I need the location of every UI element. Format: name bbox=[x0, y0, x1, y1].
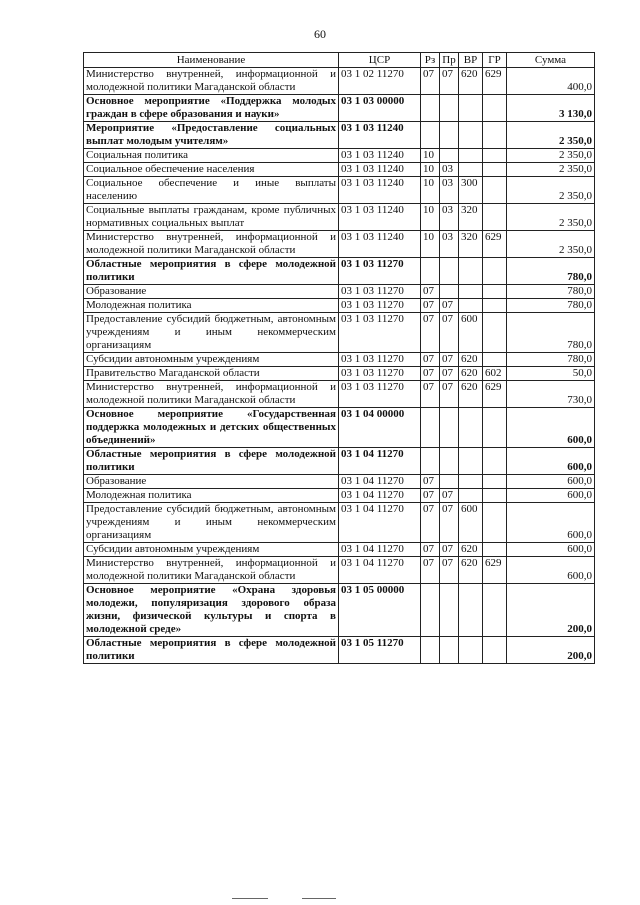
cell-rz: 07 bbox=[421, 381, 440, 408]
cell-sum: 780,0 bbox=[507, 353, 595, 367]
cell-name: Министерство внутренней, информационной и молодежной политики Магаданской области bbox=[84, 381, 339, 408]
cell-vr: 620 bbox=[459, 367, 483, 381]
table-row bbox=[84, 313, 595, 353]
table-row bbox=[84, 122, 595, 149]
cell-gr bbox=[483, 584, 507, 637]
cell-rz: 07 bbox=[421, 489, 440, 503]
cell-sum: 600,0 bbox=[507, 557, 595, 584]
cell-name: Субсидии автономным учреждениям bbox=[84, 353, 339, 367]
table-row bbox=[84, 584, 595, 637]
cell-pr: 07 bbox=[440, 299, 459, 313]
cell-sum: 600,0 bbox=[507, 475, 595, 489]
table-row bbox=[84, 448, 595, 475]
cell-gr bbox=[483, 543, 507, 557]
cell-rz bbox=[421, 448, 440, 475]
cell-gr bbox=[483, 285, 507, 299]
cell-sum: 600,0 bbox=[507, 448, 595, 475]
table-row bbox=[84, 475, 595, 489]
table-row bbox=[84, 408, 595, 448]
cell-rz: 07 bbox=[421, 543, 440, 557]
cell-pr: 03 bbox=[440, 163, 459, 177]
cell-gr bbox=[483, 503, 507, 543]
cell-name: Социальное обеспечение населения bbox=[84, 163, 339, 177]
cell-rz: 10 bbox=[421, 177, 440, 204]
cell-vr bbox=[459, 149, 483, 163]
cell-vr bbox=[459, 475, 483, 489]
cell-pr bbox=[440, 448, 459, 475]
cell-sum: 600,0 bbox=[507, 408, 595, 448]
cell-vr: 620 bbox=[459, 381, 483, 408]
cell-name: Социальное обеспечение и иные выплаты населению bbox=[84, 177, 339, 204]
page-number: 60 bbox=[314, 27, 326, 41]
cell-sum: 600,0 bbox=[507, 503, 595, 543]
cell-vr bbox=[459, 95, 483, 122]
cell-rz: 07 bbox=[421, 367, 440, 381]
cell-csr: 03 1 03 11270 bbox=[339, 299, 421, 313]
cell-pr: 03 bbox=[440, 177, 459, 204]
cell-csr: 03 1 04 00000 bbox=[339, 408, 421, 448]
table-header-row bbox=[84, 53, 595, 68]
table-row bbox=[84, 299, 595, 313]
cell-gr bbox=[483, 408, 507, 448]
header-sum: Сумма bbox=[507, 53, 595, 68]
cell-csr: 03 1 03 11270 bbox=[339, 353, 421, 367]
cell-pr bbox=[440, 258, 459, 285]
table-body bbox=[84, 68, 595, 664]
cell-pr: 03 bbox=[440, 204, 459, 231]
cell-vr bbox=[459, 258, 483, 285]
cell-name: Социальная политика bbox=[84, 149, 339, 163]
cell-pr: 03 bbox=[440, 231, 459, 258]
table-row bbox=[84, 177, 595, 204]
cell-name: Основное мероприятие «Поддержка молодых граждан в сфере образования и науки» bbox=[84, 95, 339, 122]
cell-rz: 10 bbox=[421, 149, 440, 163]
cell-gr bbox=[483, 489, 507, 503]
cell-csr: 03 1 04 11270 bbox=[339, 557, 421, 584]
cell-pr bbox=[440, 637, 459, 664]
cell-vr: 320 bbox=[459, 231, 483, 258]
cell-pr bbox=[440, 122, 459, 149]
cell-sum: 2 350,0 bbox=[507, 177, 595, 204]
cell-rz: 07 bbox=[421, 557, 440, 584]
cell-pr bbox=[440, 149, 459, 163]
cell-name: Областные мероприятия в сфере молодежной политики bbox=[84, 448, 339, 475]
cell-name: Министерство внутренней, информационной и молодежной политики Магаданской области bbox=[84, 231, 339, 258]
cell-gr bbox=[483, 95, 507, 122]
cell-gr bbox=[483, 258, 507, 285]
cell-gr bbox=[483, 177, 507, 204]
cell-sum: 2 350,0 bbox=[507, 122, 595, 149]
cell-csr: 03 1 03 11240 bbox=[339, 149, 421, 163]
cell-vr bbox=[459, 163, 483, 177]
cell-sum: 780,0 bbox=[507, 313, 595, 353]
table-row bbox=[84, 637, 595, 664]
cell-sum: 2 350,0 bbox=[507, 204, 595, 231]
cell-pr: 07 bbox=[440, 503, 459, 543]
cell-vr: 620 bbox=[459, 557, 483, 584]
cell-sum: 730,0 bbox=[507, 381, 595, 408]
table-row bbox=[84, 204, 595, 231]
cell-csr: 03 1 03 11270 bbox=[339, 381, 421, 408]
cell-csr: 03 1 04 11270 bbox=[339, 475, 421, 489]
footer-rule-right bbox=[302, 898, 336, 899]
cell-pr: 07 bbox=[440, 489, 459, 503]
cell-csr: 03 1 04 11270 bbox=[339, 448, 421, 475]
header-rz: Рз bbox=[421, 53, 440, 68]
cell-sum: 200,0 bbox=[507, 584, 595, 637]
cell-vr bbox=[459, 584, 483, 637]
cell-rz bbox=[421, 637, 440, 664]
cell-gr: 629 bbox=[483, 381, 507, 408]
cell-gr bbox=[483, 313, 507, 353]
cell-name: Предоставление субсидий бюджетным, автономным учреждениям и иным некоммерческим организациям bbox=[84, 503, 339, 543]
cell-gr bbox=[483, 448, 507, 475]
header-csr: ЦСР bbox=[339, 53, 421, 68]
cell-rz: 10 bbox=[421, 163, 440, 177]
cell-vr bbox=[459, 408, 483, 448]
cell-csr: 03 1 03 11240 bbox=[339, 122, 421, 149]
header-name: Наименование bbox=[84, 53, 339, 68]
cell-gr bbox=[483, 637, 507, 664]
cell-sum: 780,0 bbox=[507, 285, 595, 299]
cell-pr bbox=[440, 95, 459, 122]
footer-rule-left bbox=[232, 898, 268, 899]
table-row bbox=[84, 353, 595, 367]
cell-rz: 07 bbox=[421, 503, 440, 543]
cell-pr: 07 bbox=[440, 68, 459, 95]
cell-csr: 03 1 03 11270 bbox=[339, 285, 421, 299]
cell-name: Социальные выплаты гражданам, кроме публичных нормативных социальных выплат bbox=[84, 204, 339, 231]
table-row bbox=[84, 285, 595, 299]
cell-vr bbox=[459, 637, 483, 664]
cell-pr: 07 bbox=[440, 381, 459, 408]
cell-rz: 07 bbox=[421, 353, 440, 367]
table-row bbox=[84, 163, 595, 177]
cell-name: Молодежная политика bbox=[84, 489, 339, 503]
cell-pr: 07 bbox=[440, 557, 459, 584]
cell-vr: 600 bbox=[459, 313, 483, 353]
cell-name: Основное мероприятие «Государственная поддержка молодежных и детских общественных объединений» bbox=[84, 408, 339, 448]
cell-rz bbox=[421, 258, 440, 285]
cell-vr: 300 bbox=[459, 177, 483, 204]
table-row bbox=[84, 381, 595, 408]
cell-vr bbox=[459, 489, 483, 503]
cell-name: Основное мероприятие «Охрана здоровья молодежи, популяризация здорового образа жизни, физической культуры и спорта в молодежной среде» bbox=[84, 584, 339, 637]
cell-csr: 03 1 03 11240 bbox=[339, 231, 421, 258]
cell-csr: 03 1 04 11270 bbox=[339, 489, 421, 503]
cell-gr: 602 bbox=[483, 367, 507, 381]
cell-csr: 03 1 04 11270 bbox=[339, 543, 421, 557]
cell-csr: 03 1 03 00000 bbox=[339, 95, 421, 122]
cell-vr bbox=[459, 122, 483, 149]
cell-pr: 07 bbox=[440, 543, 459, 557]
cell-gr bbox=[483, 204, 507, 231]
cell-name: Министерство внутренней, информационной и молодежной политики Магаданской области bbox=[84, 557, 339, 584]
cell-csr: 03 1 03 11270 bbox=[339, 258, 421, 285]
cell-gr bbox=[483, 149, 507, 163]
cell-rz bbox=[421, 95, 440, 122]
cell-csr: 03 1 04 11270 bbox=[339, 503, 421, 543]
cell-csr: 03 1 02 11270 bbox=[339, 68, 421, 95]
cell-csr: 03 1 03 11240 bbox=[339, 177, 421, 204]
table-row bbox=[84, 503, 595, 543]
cell-gr: 629 bbox=[483, 231, 507, 258]
cell-name: Образование bbox=[84, 285, 339, 299]
cell-sum: 600,0 bbox=[507, 489, 595, 503]
budget-table bbox=[83, 52, 595, 664]
cell-pr bbox=[440, 475, 459, 489]
cell-name: Областные мероприятия в сфере молодежной политики bbox=[84, 258, 339, 285]
cell-csr: 03 1 03 11240 bbox=[339, 204, 421, 231]
cell-sum: 2 350,0 bbox=[507, 163, 595, 177]
cell-gr bbox=[483, 353, 507, 367]
cell-rz: 07 bbox=[421, 299, 440, 313]
header-vr: ВР bbox=[459, 53, 483, 68]
cell-sum: 50,0 bbox=[507, 367, 595, 381]
cell-rz: 10 bbox=[421, 231, 440, 258]
cell-csr: 03 1 05 11270 bbox=[339, 637, 421, 664]
cell-sum: 600,0 bbox=[507, 543, 595, 557]
header-gr: ГР bbox=[483, 53, 507, 68]
cell-csr: 03 1 03 11270 bbox=[339, 367, 421, 381]
cell-name: Мероприятие «Предоставление социальных выплат молодым учителям» bbox=[84, 122, 339, 149]
cell-csr: 03 1 03 11240 bbox=[339, 163, 421, 177]
cell-sum: 780,0 bbox=[507, 299, 595, 313]
cell-gr bbox=[483, 163, 507, 177]
cell-sum: 200,0 bbox=[507, 637, 595, 664]
cell-pr bbox=[440, 584, 459, 637]
cell-gr bbox=[483, 299, 507, 313]
table-row bbox=[84, 258, 595, 285]
cell-vr bbox=[459, 448, 483, 475]
cell-pr: 07 bbox=[440, 367, 459, 381]
cell-gr: 629 bbox=[483, 68, 507, 95]
cell-pr bbox=[440, 285, 459, 299]
cell-rz: 07 bbox=[421, 313, 440, 353]
cell-vr bbox=[459, 299, 483, 313]
table-row bbox=[84, 557, 595, 584]
cell-vr bbox=[459, 285, 483, 299]
cell-rz: 07 bbox=[421, 475, 440, 489]
cell-vr: 600 bbox=[459, 503, 483, 543]
cell-sum: 2 350,0 bbox=[507, 231, 595, 258]
cell-rz: 07 bbox=[421, 285, 440, 299]
cell-pr bbox=[440, 408, 459, 448]
cell-gr bbox=[483, 475, 507, 489]
cell-name: Министерство внутренней, информационной и молодежной политики Магаданской области bbox=[84, 68, 339, 95]
cell-sum: 2 350,0 bbox=[507, 149, 595, 163]
cell-sum: 400,0 bbox=[507, 68, 595, 95]
cell-name: Молодежная политика bbox=[84, 299, 339, 313]
cell-gr: 629 bbox=[483, 557, 507, 584]
cell-name: Предоставление субсидий бюджетным, автономным учреждениям и иным некоммерческим организациям bbox=[84, 313, 339, 353]
cell-name: Образование bbox=[84, 475, 339, 489]
table-row bbox=[84, 149, 595, 163]
cell-csr: 03 1 03 11270 bbox=[339, 313, 421, 353]
cell-rz: 10 bbox=[421, 204, 440, 231]
table-row bbox=[84, 231, 595, 258]
cell-sum: 780,0 bbox=[507, 258, 595, 285]
cell-rz: 07 bbox=[421, 68, 440, 95]
cell-sum: 3 130,0 bbox=[507, 95, 595, 122]
cell-pr: 07 bbox=[440, 313, 459, 353]
cell-rz bbox=[421, 122, 440, 149]
table-row bbox=[84, 68, 595, 95]
cell-vr: 320 bbox=[459, 204, 483, 231]
cell-rz bbox=[421, 584, 440, 637]
cell-vr: 620 bbox=[459, 543, 483, 557]
cell-rz bbox=[421, 408, 440, 448]
cell-vr: 620 bbox=[459, 353, 483, 367]
table-row bbox=[84, 543, 595, 557]
cell-name: Субсидии автономным учреждениям bbox=[84, 543, 339, 557]
cell-name: Областные мероприятия в сфере молодежной политики bbox=[84, 637, 339, 664]
cell-vr: 620 bbox=[459, 68, 483, 95]
table-row bbox=[84, 367, 595, 381]
cell-pr: 07 bbox=[440, 353, 459, 367]
cell-gr bbox=[483, 122, 507, 149]
cell-csr: 03 1 05 00000 bbox=[339, 584, 421, 637]
table-row bbox=[84, 95, 595, 122]
table-row bbox=[84, 489, 595, 503]
cell-name: Правительство Магаданской области bbox=[84, 367, 339, 381]
header-pr: Пр bbox=[440, 53, 459, 68]
